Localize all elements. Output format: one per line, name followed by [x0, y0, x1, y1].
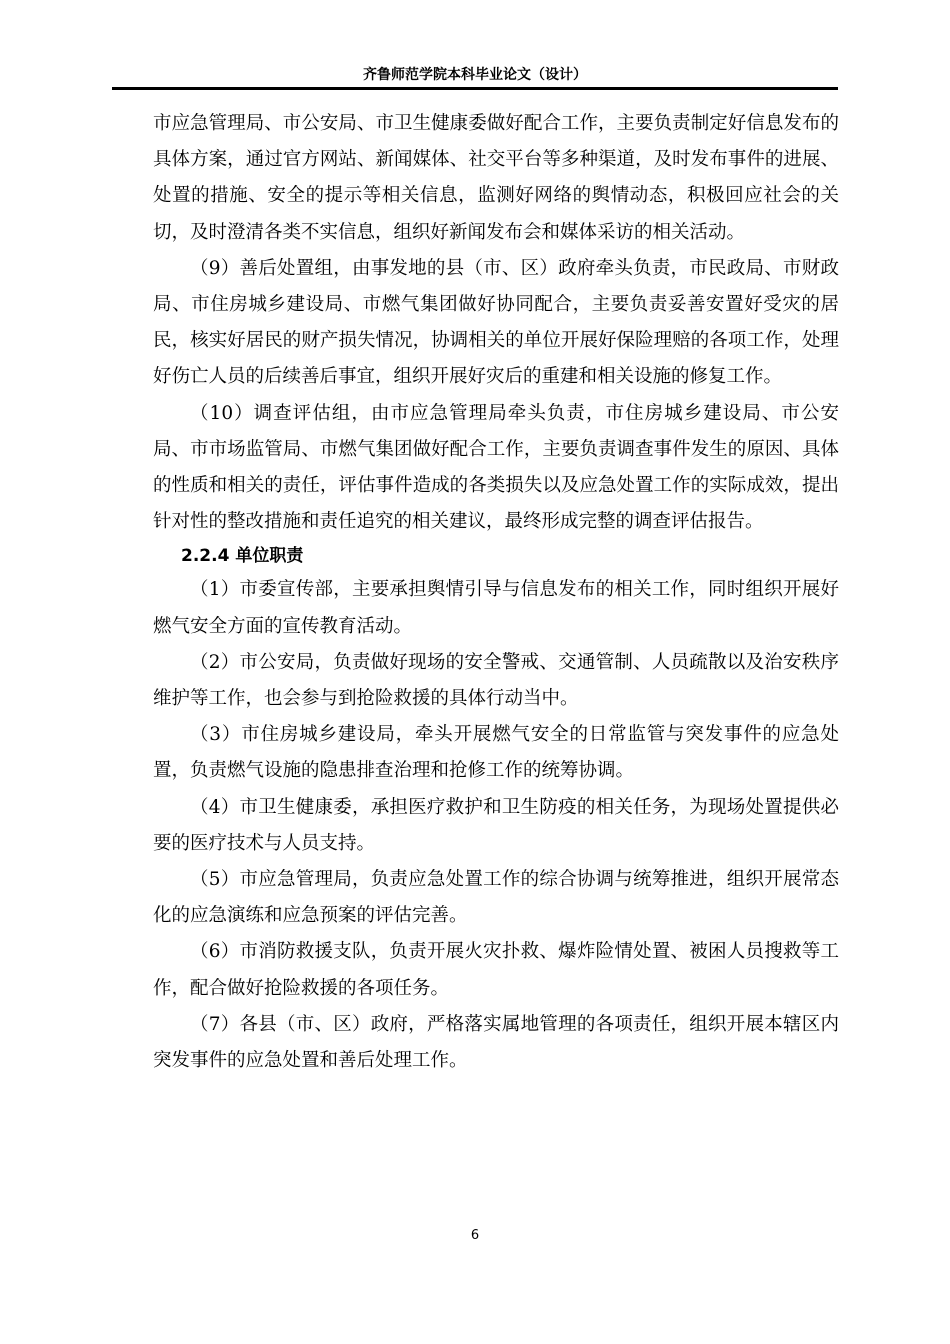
list-item: （1）市委宣传部，主要承担舆情引导与信息发布的相关工作，同时组织开展好燃气安全方面的宣传教育活动。 [153, 579, 839, 637]
list-item: （4）市卫生健康委，承担医疗救护和卫生防疫的相关任务，为现场处置提供必要的医疗技术与人员支持。 [153, 796, 839, 854]
list-item: （7）各县（市、区）政府，严格落实属地管理的各项责任，组织开展本辖区内突发事件的应急处置和善后处理工作。 [153, 1013, 839, 1072]
page-body [153, 106, 839, 1079]
running-header-title: 齐鲁师范学院本科毕业论文（设计） [363, 67, 587, 83]
paragraph-aftermath-group: （9）善后处置组，由事发地的县（市、区）政府牵头负责，市民政局、市财政局、市住房城乡建设局、市燃气集团做好协同配合，主要负责妥善安置好受灾的居民，核实好居民的财产损失情况，协调相关的单位开展好保险理赔的各项工作，处理好伤亡人员的后续善后事宜，组织开展好灾后的重建和相关设施的修复工作。 [153, 257, 839, 388]
section-heading: 2.2.4 单位职责 [181, 546, 304, 567]
paragraph-continued: 市应急管理局、市公安局、市卫生健康委做好配合工作，主要负责制定好信息发布的具体方案，通过官方网站、新闻媒体、社交平台等多种渠道，及时发布事件的进展、处置的措施、安全的提示等相关信息，监测好网络的舆情动态，积极回应社会的关切，及时澄清各类不实信息，组织好新闻发布会和媒体采访的相关活动。 [153, 113, 839, 243]
page-number: 6 [470, 1228, 480, 1243]
paragraph-investigation-group: （10）调查评估组，由市应急管理局牵头负责，市住房城乡建设局、市公安局、市市场监管局、市燃气集团做好配合工作，主要负责调查事件发生的原因、具体的性质和相关的责任，评估事件造成的各类损失以及应急处置工作的实际成效，提出针对性的整改措施和责任追究的相关建议，最终形成完整的调查评估报告。 [153, 402, 839, 533]
list-item: （3）市住房城乡建设局，牵头开展燃气安全的日常监管与突发事件的应急处置，负责燃气设施的隐患排查治理和抢修工作的统筹协调。 [153, 724, 839, 782]
list-item: （5）市应急管理局，负责应急处置工作的综合协调与统筹推进，组织开展常态化的应急演练和应急预案的评估完善。 [153, 869, 839, 927]
list-item: （2）市公安局，负责做好现场的安全警戒、交通管制、人员疏散以及治安秩序维护等工作，也会参与到抢险救援的具体行动当中。 [153, 651, 839, 710]
header-rule [112, 87, 838, 90]
list-item: （6）市消防救援支队，负责开展火灾扑救、爆炸险情处置、被困人员搜救等工作，配合做好抢险救援的各项任务。 [153, 941, 839, 999]
